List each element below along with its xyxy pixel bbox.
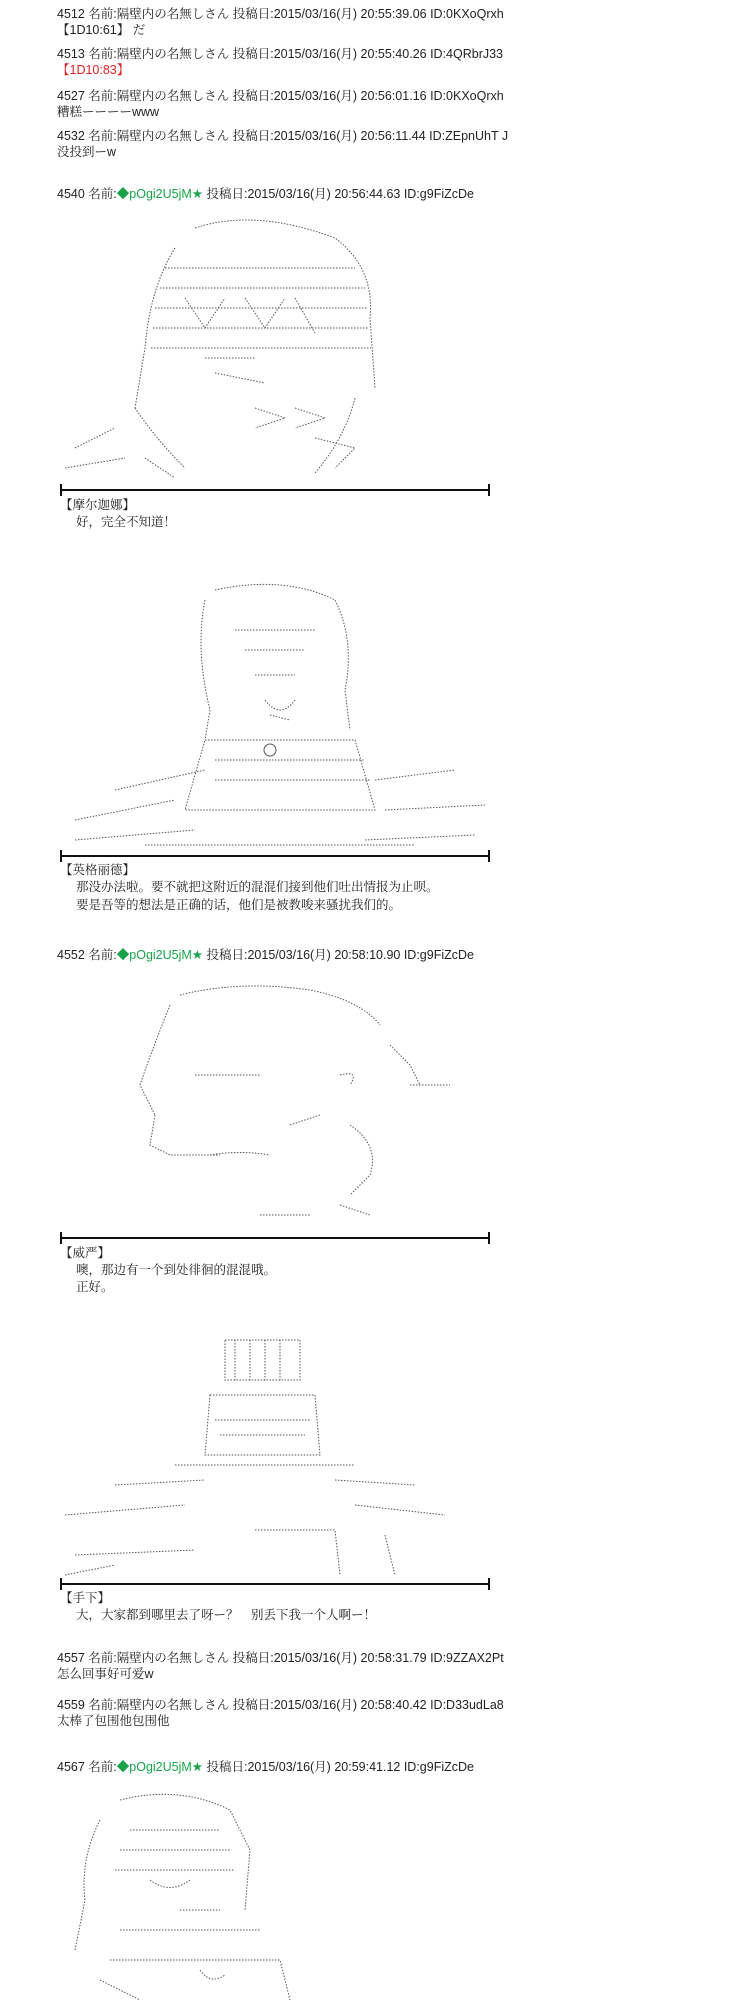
reply-post xyxy=(57,128,717,160)
post-header: 4557 名前:隔壁内の名無しさん 投稿日:2015/03/16(月) 20:58:31.79 ID:9ZZAX2Pt xyxy=(57,1651,504,1665)
speaker-name: 【英格丽德】 xyxy=(60,863,136,877)
op-post-header xyxy=(57,947,717,963)
divider xyxy=(60,1583,490,1585)
dialogue-line: 那没办法啦。要不就把这附近的混混们接到他们吐出情报为止呗。 xyxy=(76,880,439,894)
post-header: 4532 名前:隔壁内の名無しさん 投稿日:2015/03/16(月) 20:56:11.44 ID:ZEpnUhT J xyxy=(57,129,509,143)
op-post-header xyxy=(57,186,717,202)
post-number: 4540 名前: xyxy=(57,187,117,201)
tripcode: ◆pOgi2U5jM xyxy=(116,1760,192,1774)
dialogue-line: 好，完全不知道！ xyxy=(76,515,177,529)
star-icon: ★ xyxy=(191,948,204,962)
post-header: 4527 名前:隔壁内の名無しさん 投稿日:2015/03/16(月) 20:56:01.16 ID:0KXoQrxh xyxy=(57,89,504,103)
ascii-art-creature xyxy=(110,975,470,1235)
dialogue-line: 噢，那边有一个到处徘徊的混混哦。 xyxy=(76,1263,277,1277)
post-header: 4512 名前:隔壁内の名無しさん 投稿日:2015/03/16(月) 20:55:39.06 ID:0KXoQrxh xyxy=(57,7,504,21)
divider xyxy=(60,855,490,857)
op-post-header xyxy=(57,1759,717,1775)
dialogue-line: 要是吾等的想法是正确的话，他们是被教唆来骚扰我们的。 xyxy=(76,898,402,912)
post-body: 没投到ーw xyxy=(57,145,117,159)
ascii-art-woman xyxy=(55,580,515,860)
post-header: 4559 名前:隔壁内の名無しさん 投稿日:2015/03/16(月) 20:58:40.42 ID:D33udLa8 xyxy=(57,1698,504,1712)
reply-post xyxy=(57,6,717,38)
star-icon: ★ xyxy=(191,187,204,201)
ascii-art-girl xyxy=(55,208,405,483)
post-body: 太棒了包围他包围他 xyxy=(57,1714,170,1728)
reply-post xyxy=(57,1650,717,1682)
tripcode: ◆pOgi2U5jM xyxy=(116,187,192,201)
post-meta: 投稿日:2015/03/16(月) 20:56:44.63 ID:g9FiZcDe xyxy=(203,187,474,201)
post-body: 【1D10:61】 だ xyxy=(57,23,146,37)
post-number: 4552 名前: xyxy=(57,948,117,962)
dialogue-line: 正好。 xyxy=(76,1280,114,1294)
divider xyxy=(60,489,490,491)
ascii-art-character xyxy=(60,1790,320,2000)
speaker-name: 【威严】 xyxy=(60,1246,111,1260)
reply-post xyxy=(57,46,717,78)
divider xyxy=(60,1237,490,1239)
reply-post xyxy=(57,1697,717,1729)
post-body: 怎么回事好可爱w xyxy=(57,1667,154,1681)
post-header: 4513 名前:隔壁内の名無しさん 投稿日:2015/03/16(月) 20:55:40.26 ID:4QRbrJ33 xyxy=(57,47,504,61)
dialogue-line: 大，大家都到哪里去了呀ー？ 别丢下我一个人啊ー！ xyxy=(76,1608,377,1622)
post-meta: 投稿日:2015/03/16(月) 20:58:10.90 ID:g9FiZcDe xyxy=(203,948,474,962)
reply-post xyxy=(57,88,717,120)
ascii-art-thug xyxy=(55,1335,455,1585)
tripcode: ◆pOgi2U5jM xyxy=(116,948,192,962)
speaker-name: 【摩尔迦娜】 xyxy=(60,498,136,512)
post-number: 4567 名前: xyxy=(57,1760,117,1774)
post-meta: 投稿日:2015/03/16(月) 20:59:41.12 ID:g9FiZcDe xyxy=(203,1760,474,1774)
star-icon: ★ xyxy=(191,1760,204,1774)
post-body: 糟糕ーーーーwww xyxy=(57,105,160,119)
post-body-dice: 【1D10:83】 xyxy=(57,63,130,77)
speaker-name: 【手下】 xyxy=(60,1591,111,1605)
